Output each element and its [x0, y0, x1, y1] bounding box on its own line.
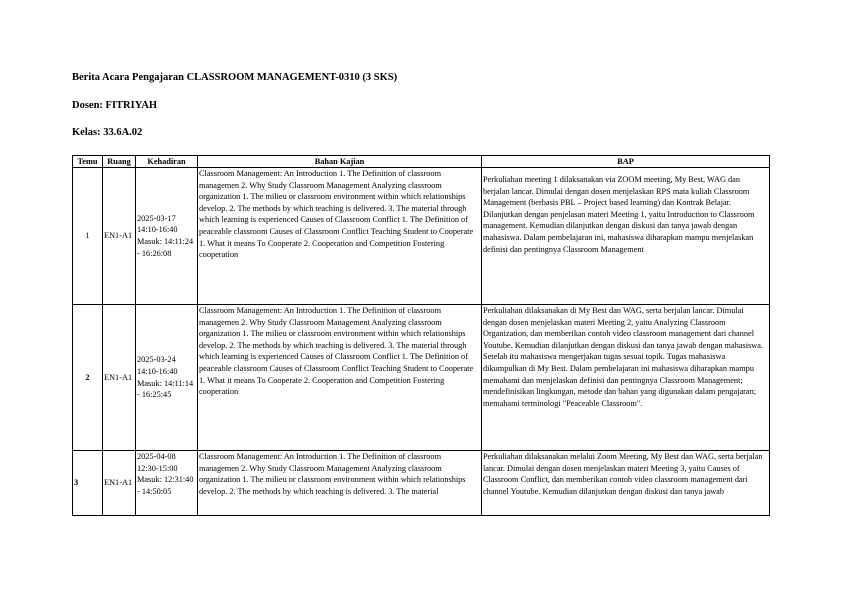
study-material-cell	[198, 168, 482, 305]
bap-text: Perkuliahan dilaksanakan di My Best dan WAG, serta berjalan lancar. Dimulai dengan dosen menjelaskan materi Meeting 2, yaitu Analyzing Classroom Organization, dan memberikan contoh video classroom management dari channel Youtube. Kemudian dilanjutkan dengan diskusi dan tanya jawab dengan mahasiswa. Setelah itu mahasiswa mengerjakan tugas sesuai topik. Tugas mahasiswa dikumpulkan di My Best. Dalam pembelajaran ini mahasiswa diharapkan mampu memahami dan menjelaskan definisi dan pentingnya Classroom Management; mendefinisikan lingkungan, metode dan bahan yang digunakan dalam pengajaran; memahami terminologi "Peaceable Classroom".	[483, 306, 764, 408]
table-row	[73, 451, 770, 516]
meeting-number: 2	[73, 305, 103, 451]
column-header-bahan-kajian: Bahan Kajian	[198, 156, 482, 168]
column-header-temu: Temu	[73, 156, 103, 168]
bap-cell	[482, 305, 770, 451]
table-header-row	[73, 156, 770, 168]
column-header-kehadiran: Kehadiran	[136, 156, 198, 168]
meeting-number: 3	[73, 451, 103, 516]
attendance-cell: 2025-03-17 14:10-16:40 Masuk: 14:11:24 - 16:26:08	[136, 168, 198, 305]
room-cell: EN1-A1	[103, 451, 136, 516]
table-row	[73, 305, 770, 451]
room-cell: EN1-A1	[103, 168, 136, 305]
attendance-cell: 2025-04-08 12:30-15:00 Masuk: 12:31:40 - 14:50:05	[136, 451, 198, 516]
bap-text: Perkuliahan meeting 1 dilaksanakan via ZOOM meeting, My Best, WAG dan berjalan lancar. Dimulai dengan dosen menjelaskan RPS mata kuliah Classroom Management (berbasis PBL – Project based learning) dan Kontrak Belajar. Dilanjutkan dengan penjelasan materi Meeting 1, yaitu Introduction to Classroom management. Kemudian dilanjutkan dengan diskusi dan tanya jawab dengan mahasiswa. Dalam pembelajaran ini, mahasiswa diharapkan mampu menjelaskan definisi dan pentingnya Classroom Management	[483, 175, 755, 254]
meeting-number: 1	[73, 168, 103, 305]
bap-cell	[482, 451, 770, 516]
study-material-text: Classroom Management: An Introduction 1. The Definition of classroom managemen 2. Why Study Classroom Management Analyzing classroom organization 1. The milieu or classroom environment within which relationships develop. 2. The methods by which teaching is delivered. 3. The material	[199, 452, 466, 496]
study-material-cell	[198, 451, 482, 516]
document-title: Berita Acara Pengajaran CLASSROOM MANAGEMENT-0310 (3 SKS)	[72, 72, 398, 83]
column-header-ruang: Ruang	[103, 156, 136, 168]
room-cell: EN1-A1	[103, 305, 136, 451]
class-line: Kelas: 33.6A.02	[72, 127, 143, 138]
column-header-bap: BAP	[482, 156, 770, 168]
table-row	[73, 168, 770, 305]
teaching-record-table	[72, 155, 770, 516]
lecturer-line: Dosen: FITRIYAH	[72, 100, 158, 111]
bap-cell	[482, 168, 770, 305]
attendance-cell: 2025-03-24 14:10-16:40 Masuk: 14:11:14 - 16:25:45	[136, 305, 198, 451]
study-material-text: Classroom Management: An Introduction 1. The Definition of classroom managemen 2. Why Study Classroom Management Analyzing classroom organization 1. The milieu or classroom environment within which relationships develop. 2. The methods by which teaching is delivered. 3. The material through which learning is experienced Causes of Classroom Conflict 1. The Definition of peaceable classroom Causes of Classroom Conflict Teaching Student to Cooperate 1. What it means To Cooperate 2. Cooperation and Competition Fostering cooperation	[199, 306, 474, 397]
study-material-text: Classroom Management: An Introduction 1. The Definition of classroom managemen 2. Why Study Classroom Management Analyzing classroom organization 1. The milieu or classroom environment within which relationships develop. 2. The methods by which teaching is delivered. 3. The material through which learning is experienced Causes of Classroom Conflict 1. The Definition of peaceable classroom Causes of Classroom Conflict Teaching Student to Cooperate 1. What it means To Cooperate 2. Cooperation and Competition Fostering cooperation	[199, 169, 474, 260]
bap-text: Perkuliahan dilaksanakan melalui Zoom Meeting, My Best dan WAG, serta berjalan lancar. Dimulai dengan dosen menjelaskan materi Meeting 3, yaitu Causes of Classroom Conflict, dan memberikan contoh video classroom management dari channel Youtube. Kemudian dilanjutkan dengan diskusi dan tanya jawab	[483, 452, 763, 496]
study-material-cell	[198, 305, 482, 451]
